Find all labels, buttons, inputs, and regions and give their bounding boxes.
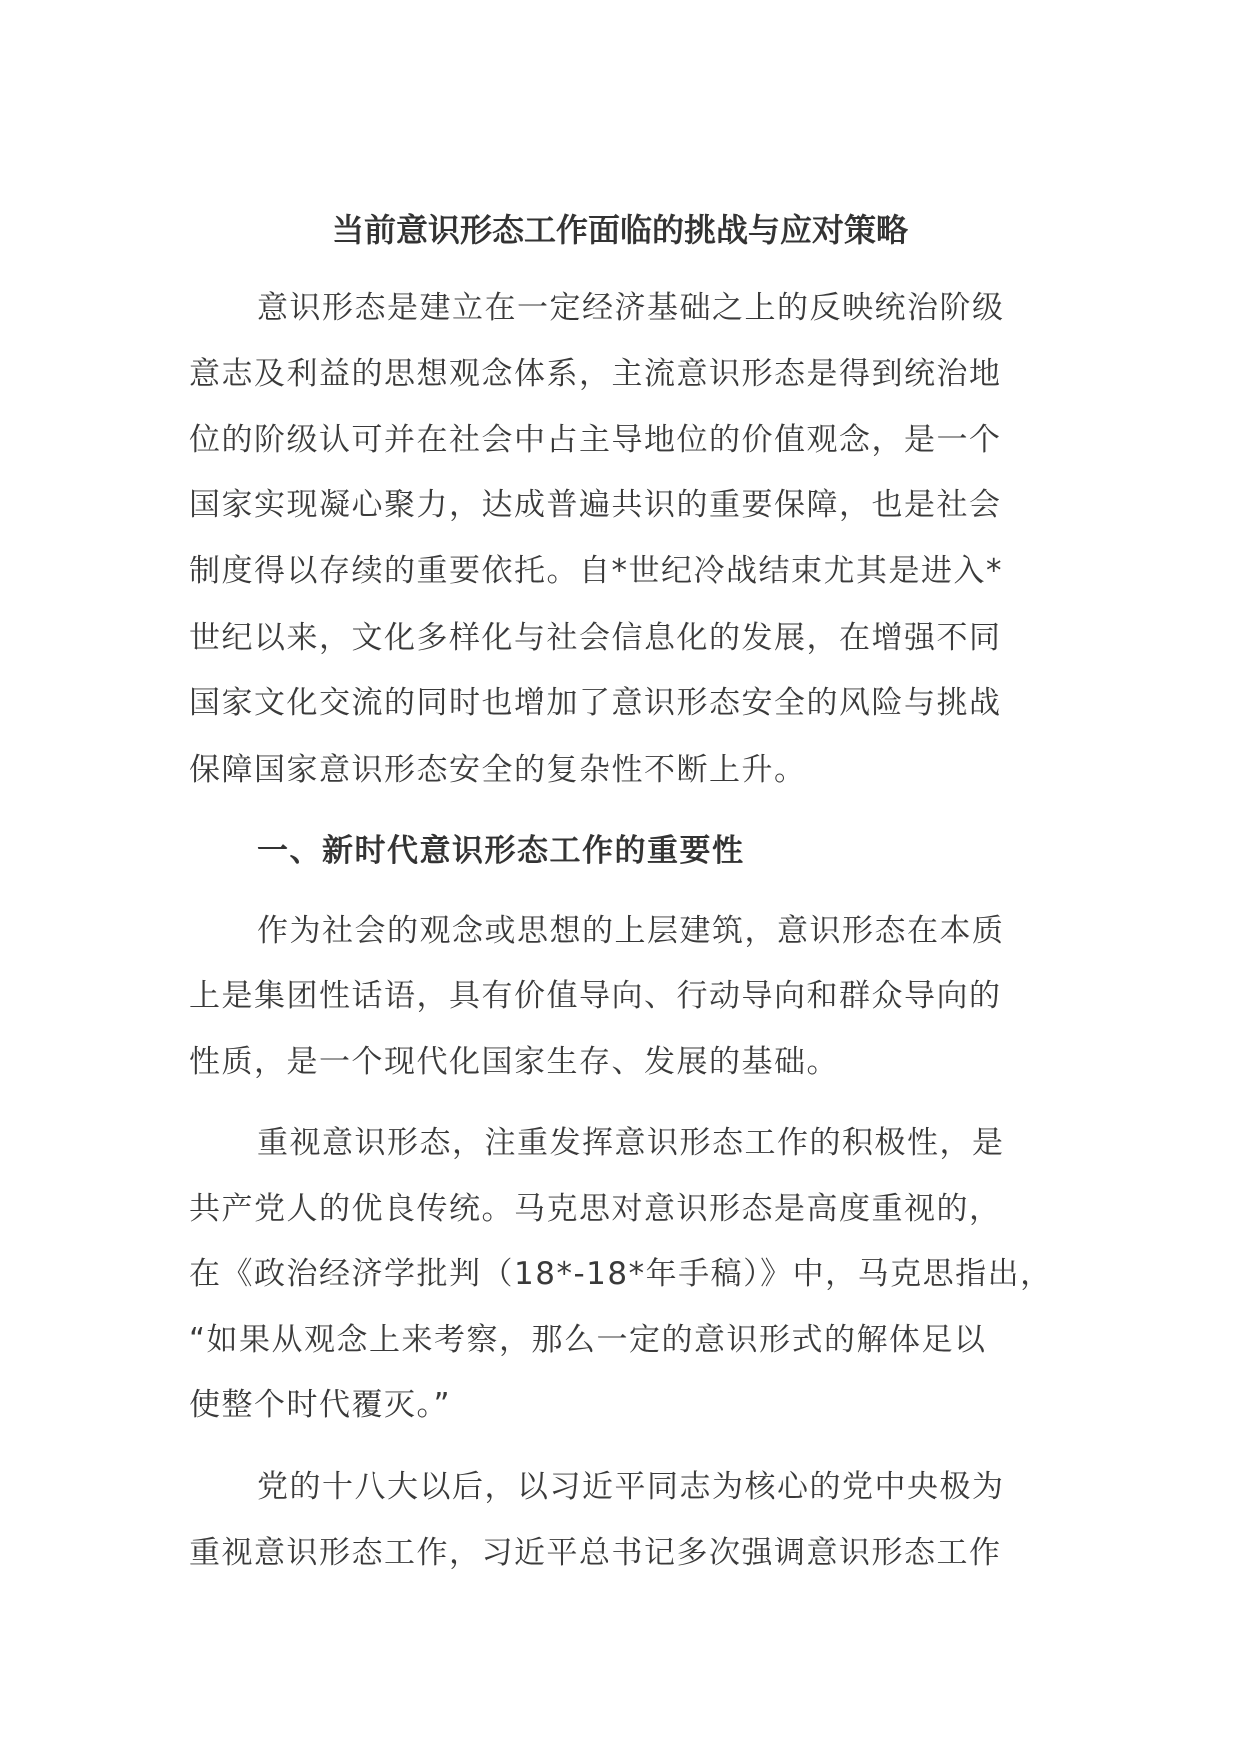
paragraph-line: 意识形态是建立在一定经济基础之上的反映统治阶级 [257, 290, 1005, 326]
paragraph-line: 共产党人的优良传统。马克思对意识形态是高度重视的， [189, 1191, 1002, 1227]
paragraph-line: 世纪以来，文化多样化与社会信息化的发展，在增强不同 [189, 620, 1002, 656]
paragraph-line: 性质，是一个现代化国家生存、发展的基础。 [189, 1044, 839, 1080]
paragraph-line: 党的十八大以后，以习近平同志为核心的党中央极为 [257, 1469, 1005, 1505]
paragraph-line: 保障国家意识形态安全的复杂性不断上升。 [189, 752, 807, 788]
paragraph-line: “如果从观念上来考察，那么一定的意识形式的解体足以 [189, 1322, 987, 1358]
paragraph-line: 在《政治经济学批判（18*-18*年手稿）》中，马克思指出， [189, 1256, 1053, 1292]
document-title: 当前意识形态工作面临的挑战与应对策略 [331, 211, 908, 249]
paragraph-line: 意志及利益的思想观念体系，主流意识形态是得到统治地 [189, 356, 1002, 392]
paragraph-line: 作为社会的观念或思想的上层建筑，意识形态在本质 [257, 913, 1005, 949]
paragraph-line: 重视意识形态，注重发挥意识形态工作的积极性，是 [257, 1125, 1005, 1161]
paragraph-line: 位的阶级认可并在社会中占主导地位的价值观念，是一个 [189, 422, 1002, 458]
paragraph-line: 国家实现凝心聚力，达成普遍共识的重要保障，也是社会 [189, 487, 1002, 523]
paragraph-line: 上是集团性话语，具有价值导向、行动导向和群众导向的 [189, 978, 1002, 1014]
paragraph-line: 重视意识形态工作，习近平总书记多次强调意识形态工作 [189, 1535, 1002, 1571]
paragraph-line: 国家文化交流的同时也增加了意识形态安全的风险与挑战 [189, 685, 1002, 721]
paragraph-line: 使整个时代覆灭。” [189, 1387, 452, 1423]
section-heading: 一、新时代意识形态工作的重要性 [257, 833, 745, 869]
paragraph-line: 制度得以存续的重要依托。自*世纪冷战结束尤其是进入* [189, 553, 1003, 589]
